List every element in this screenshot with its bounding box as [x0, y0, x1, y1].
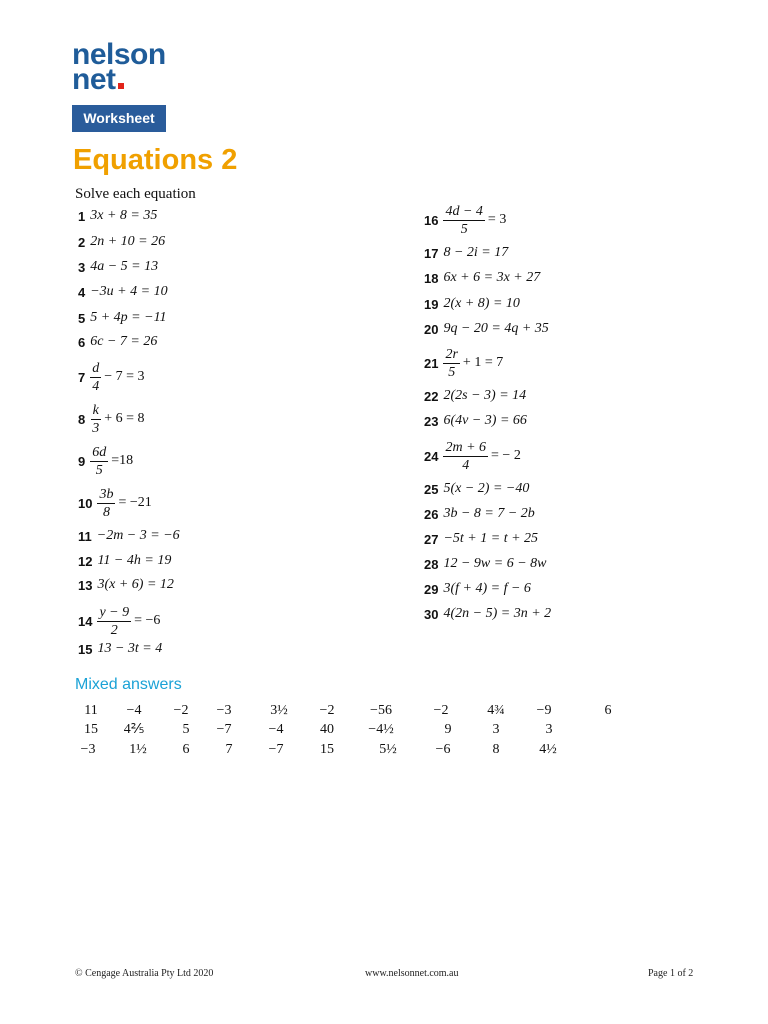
equation-text: 6x + 6 = 3x + 27	[443, 270, 541, 285]
fraction-denominator: 4	[462, 457, 470, 473]
answer-value: −2	[433, 703, 449, 718]
answer-value: 3½	[270, 703, 288, 718]
equation-text: 2n + 10 = 26	[90, 234, 166, 249]
question-number: 3	[78, 259, 86, 275]
question-number: 25	[424, 481, 439, 497]
question-item	[78, 573, 174, 597]
question-item	[78, 481, 152, 525]
question-number: 19	[424, 296, 439, 312]
answer-value: −2	[319, 703, 335, 718]
answer-value: −4½	[368, 722, 394, 737]
question-number: 11	[78, 528, 92, 544]
equation-text: 3(x + 6) = 12	[97, 577, 174, 592]
equation-text: 12 − 9w = 6 − 8w	[443, 556, 547, 571]
answer-value: 7	[225, 742, 233, 757]
answer-value: −4	[268, 722, 284, 737]
answer-value: 6	[182, 742, 190, 757]
fraction	[90, 402, 101, 437]
question-item	[424, 266, 540, 290]
equation-text: 5 + 4p = −11	[90, 310, 167, 325]
question-item	[424, 198, 506, 242]
equation-rest: − 7 = 3	[104, 369, 145, 384]
answer-value: 5½	[379, 742, 397, 757]
logo-red-dot	[118, 83, 124, 89]
equation-text: 13 − 3t = 4	[97, 641, 163, 656]
answer-value: 3	[492, 722, 500, 737]
question-item	[78, 397, 145, 441]
question-item	[424, 409, 527, 433]
question-number: 15	[78, 641, 93, 657]
question-item	[78, 330, 157, 354]
fraction-numerator: d	[92, 360, 100, 376]
question-item	[424, 577, 531, 601]
logo-line1: nelson	[72, 38, 166, 71]
mixed-answers-heading: Mixed answers	[75, 676, 182, 693]
equation-rest: = −21	[118, 495, 152, 510]
fraction-denominator: 3	[92, 420, 100, 436]
equation-text: 2(x + 8) = 10	[443, 296, 520, 311]
equation-text: 9q − 20 = 4q + 35	[443, 321, 549, 336]
question-number: 1	[78, 208, 86, 224]
answer-value: 6	[604, 703, 612, 718]
fraction-numerator: 2m + 6	[445, 439, 487, 455]
equation-text: 3b − 8 = 7 − 2b	[443, 506, 535, 521]
question-number: 18	[424, 270, 439, 286]
answer-value: −6	[435, 742, 451, 757]
question-number: 28	[424, 556, 439, 572]
question-number: 9	[78, 453, 86, 469]
equation-text: −3u + 4 = 10	[90, 284, 168, 299]
answer-value: 40	[320, 722, 334, 737]
question-item	[424, 292, 520, 316]
question-item	[424, 241, 508, 265]
question-item	[424, 341, 503, 385]
answer-value: −4	[126, 703, 142, 718]
question-number: 4	[78, 284, 86, 300]
question-number: 30	[424, 606, 439, 622]
equation-text: 4a − 5 = 13	[90, 259, 159, 274]
question-item	[78, 524, 180, 548]
answer-value: −56	[370, 703, 392, 718]
question-item	[424, 384, 526, 408]
equation-text: 6(4v − 3) = 66	[443, 413, 527, 428]
equation-text: 11 − 4h = 19	[97, 553, 172, 568]
question-number: 2	[78, 234, 86, 250]
equation-text: 5(x − 2) = −40	[443, 481, 530, 496]
question-item	[78, 439, 133, 483]
question-item	[78, 204, 157, 228]
equation-text: 3x + 8 = 35	[90, 208, 158, 223]
equation-text: 2(2s − 3) = 14	[443, 388, 527, 403]
fraction-denominator: 5	[448, 364, 456, 380]
fraction-numerator: k	[92, 402, 99, 418]
fraction-numerator: 2r	[445, 346, 458, 362]
logo-line2-text: net	[72, 63, 116, 96]
answer-value: −2	[173, 703, 189, 718]
equation-rest: + 6 = 8	[104, 411, 145, 426]
fraction-denominator: 5	[460, 221, 468, 237]
question-item	[78, 355, 145, 399]
question-number: 23	[424, 413, 439, 429]
equation-text: −5t + 1 = t + 25	[443, 531, 539, 546]
question-item	[424, 602, 551, 626]
question-number: 24	[424, 448, 439, 464]
answer-value: 15	[320, 742, 334, 757]
question-item	[78, 637, 162, 661]
question-number: 27	[424, 531, 439, 547]
equation-text: 4(2n − 5) = 3n + 2	[443, 606, 552, 621]
equation-text: 6c − 7 = 26	[90, 334, 158, 349]
question-number: 22	[424, 388, 439, 404]
answer-value: −3	[216, 703, 232, 718]
fraction-numerator: 3b	[99, 486, 114, 502]
equation-rest: + 1 = 7	[462, 355, 504, 370]
fraction-denominator: 2	[110, 622, 118, 638]
fraction	[443, 346, 459, 381]
answer-value: −3	[80, 742, 96, 757]
answer-value: 4½	[539, 742, 557, 757]
fraction-numerator: 4d − 4	[445, 203, 483, 219]
question-number: 20	[424, 321, 439, 337]
question-number: 7	[78, 369, 86, 385]
fraction	[90, 360, 101, 395]
question-number: 6	[78, 334, 86, 350]
question-item	[78, 230, 165, 254]
worksheet-badge: Worksheet	[72, 105, 166, 132]
instruction-text: Solve each equation	[75, 186, 196, 202]
fraction	[443, 439, 488, 474]
fraction	[90, 444, 108, 479]
fraction-denominator: 5	[95, 462, 103, 478]
question-item	[424, 527, 538, 551]
nelson-net-logo	[72, 38, 166, 96]
answer-value: 9	[444, 722, 452, 737]
answer-value: 11	[84, 703, 98, 718]
answer-value: 4¾	[487, 703, 505, 718]
equation-rest: = − 2	[491, 448, 521, 463]
question-item	[424, 434, 521, 478]
fraction	[97, 486, 115, 521]
equation-rest: =18	[111, 453, 134, 468]
page-title: Equations 2	[73, 144, 238, 176]
question-number: 17	[424, 245, 439, 261]
fraction-numerator: y − 9	[99, 604, 130, 620]
question-number: 13	[78, 577, 93, 593]
footer-url: www.nelsonnet.com.au	[365, 968, 459, 979]
question-item	[78, 255, 158, 279]
equation-text: 8 − 2i = 17	[443, 245, 509, 260]
footer-copyright: © Cengage Australia Pty Ltd 2020	[75, 968, 214, 979]
question-item	[78, 306, 167, 330]
answer-value: 15	[84, 722, 98, 737]
question-number: 21	[424, 355, 439, 371]
question-number: 26	[424, 506, 439, 522]
answer-value: 3	[545, 722, 553, 737]
question-number: 12	[78, 553, 93, 569]
logo-line2	[72, 63, 124, 96]
question-item	[78, 549, 171, 573]
answer-value: −9	[536, 703, 552, 718]
question-item	[424, 317, 549, 341]
question-item	[78, 280, 168, 304]
equation-text: 3(f + 4) = f − 6	[443, 581, 531, 596]
answer-value: 5	[182, 722, 190, 737]
answer-value: −7	[216, 722, 232, 737]
equation-text: −2m − 3 = −6	[96, 528, 180, 543]
question-number: 14	[78, 613, 93, 629]
answer-value: 8	[492, 742, 500, 757]
fraction-denominator: 4	[92, 378, 100, 394]
question-item	[424, 477, 529, 501]
answer-value: 4⅖	[123, 722, 145, 737]
fraction	[97, 604, 131, 639]
question-number: 8	[78, 411, 86, 427]
fraction	[443, 203, 484, 238]
footer-page-number: Page 1 of 2	[648, 968, 694, 979]
question-number: 10	[78, 495, 93, 511]
equation-rest: = −6	[134, 613, 161, 628]
question-number: 29	[424, 581, 439, 597]
question-number: 5	[78, 310, 86, 326]
question-number: 16	[424, 212, 439, 228]
fraction-numerator: 6d	[92, 444, 107, 460]
answer-value: 1½	[129, 742, 147, 757]
equation-rest: = 3	[487, 212, 507, 227]
fraction-denominator: 8	[102, 504, 110, 520]
answer-value: −7	[268, 742, 284, 757]
question-item	[424, 552, 547, 576]
question-item	[424, 502, 535, 526]
